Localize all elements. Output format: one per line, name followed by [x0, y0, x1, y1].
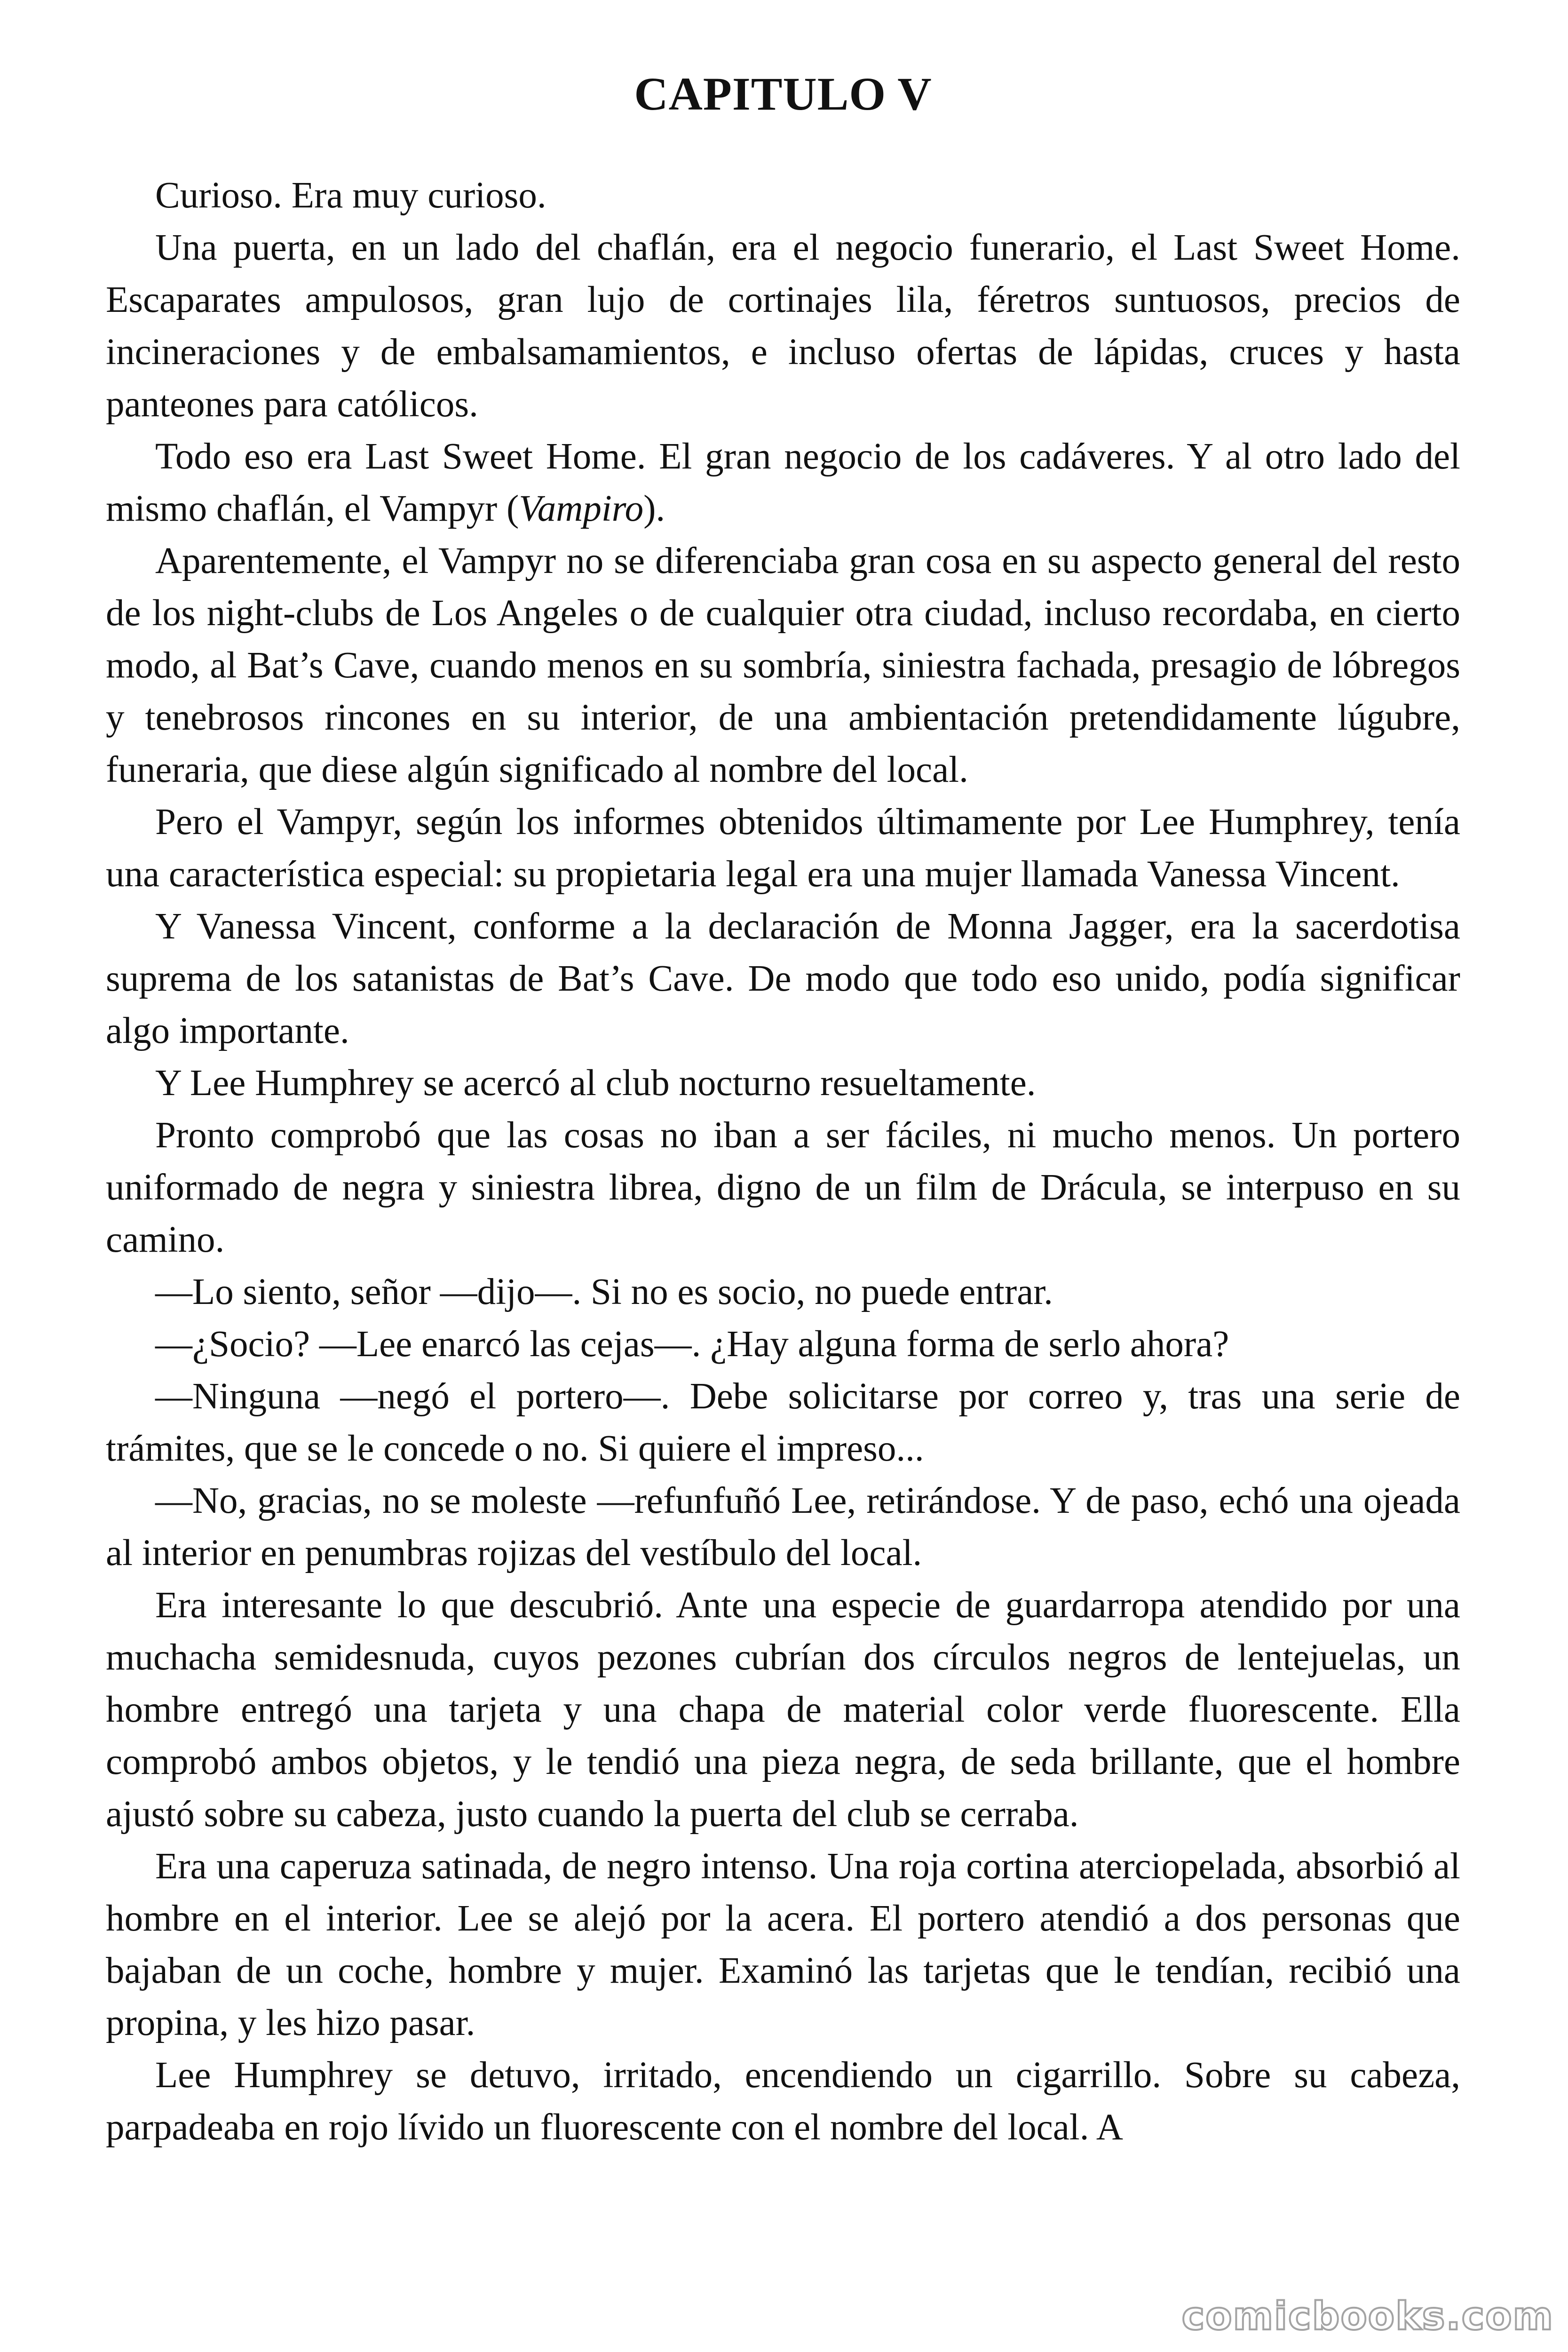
paragraph: Era una caperuza satinada, de negro intenso. Una roja cortina aterciopelada, absorbió al hombre en el interior. Lee se alejó por la acera. El portero atendió a dos personas que bajaban de un coche, hombre y mujer. Examinó las tarjetas que le tendían, recibió una propina, y les hizo pasar. [106, 1846, 1460, 2043]
italic-word: Vampiro [519, 488, 644, 529]
paragraph: Y Vanessa Vincent, conforme a la declaración de Monna Jagger, era la sacerdotisa suprema de los satanistas de Bat’s Cave. De modo que todo eso unido, podía significar algo importante. [106, 906, 1460, 1051]
book-page [106, 61, 1460, 2153]
paragraph: Aparentemente, el Vampyr no se diferenciaba gran cosa en su aspecto general del resto de los night-clubs de Los Angeles o de cualquier otra ciudad, incluso recordaba, en cierto modo, al Bat’s Cave, cuando menos en su sombría, siniestra fachada, presagio de lóbregos y tenebrosos rincones en su interior, de una ambientación pretendidamente lúgubre, funeraria, que diese algún significado al nombre del local. [106, 540, 1460, 790]
paragraph: Pronto comprobó que las cosas no iban a ser fáciles, ni mucho menos. Un portero uniformado de negra y siniestra librea, digno de un film de Drácula, se interpuso en su camino. [106, 1115, 1460, 1260]
chapter-title: CAPITULO V [634, 68, 932, 120]
paragraph: Y Lee Humphrey se acercó al club nocturno resueltamente. [155, 1063, 1036, 1104]
paragraph: —Lo siento, señor —dijo—. Si no es socio, no puede entrar. [155, 1271, 1053, 1312]
paragraph-tail: ). [643, 488, 665, 529]
paragraph: Era interesante lo que descubrió. Ante una especie de guardarropa atendido por una muchacha semidesnuda, cuyos pezones cubrían dos círculos negros de lentejuelas, un hombre entregó una tarjeta y una chapa de material color verde fluorescente. Ella comprobó ambos objetos, y le tendió una pieza negra, de seda brillante, que el hombre ajustó sobre su cabeza, justo cuando la puerta del club se cerraba. [106, 1585, 1460, 1835]
paragraph: —Ninguna —negó el portero—. Debe solicitarse por correo y, tras una serie de trámites, que se le concede o no. Si quiere el impreso... [106, 1376, 1460, 1469]
paragraph: Pero el Vampyr, según los informes obtenidos últimamente por Lee Humphrey, tenía una característica especial: su propietaria legal era una mujer llamada Vanessa Vincent. [106, 802, 1460, 895]
paragraph-text: Todo eso era Last Sweet Home. El gran negocio de los cadáveres. Y al otro lado del mismo chaflán, el Vampyr ( [106, 436, 1460, 529]
watermark-logo: comicbooks.com [1181, 2294, 1554, 2339]
paragraph: Una puerta, en un lado del chaflán, era el negocio funerario, el Last Sweet Home. Escaparates ampulosos, gran lujo de cortinajes lila, féretros suntuosos, precios de incineraciones y de embalsamamientos, e incluso ofertas de lápidas, cruces y hasta panteones para católicos. [106, 227, 1460, 425]
paragraph: —No, gracias, no se moleste —refunfuñó Lee, retirándose. Y de paso, echó una ojeada al interior en penumbras rojizas del vestíbulo del local. [106, 1480, 1460, 1573]
paragraph [106, 430, 1460, 535]
paragraph: Lee Humphrey se detuvo, irritado, encendiendo un cigarrillo. Sobre su cabeza, parpadeaba en rojo lívido un fluorescente con el nombre del local. A [106, 2055, 1460, 2148]
paragraph: —¿Socio? —Lee enarcó las cejas—. ¿Hay alguna forma de serlo ahora? [155, 1324, 1229, 1365]
paragraph: Curioso. Era muy curioso. [155, 175, 546, 216]
